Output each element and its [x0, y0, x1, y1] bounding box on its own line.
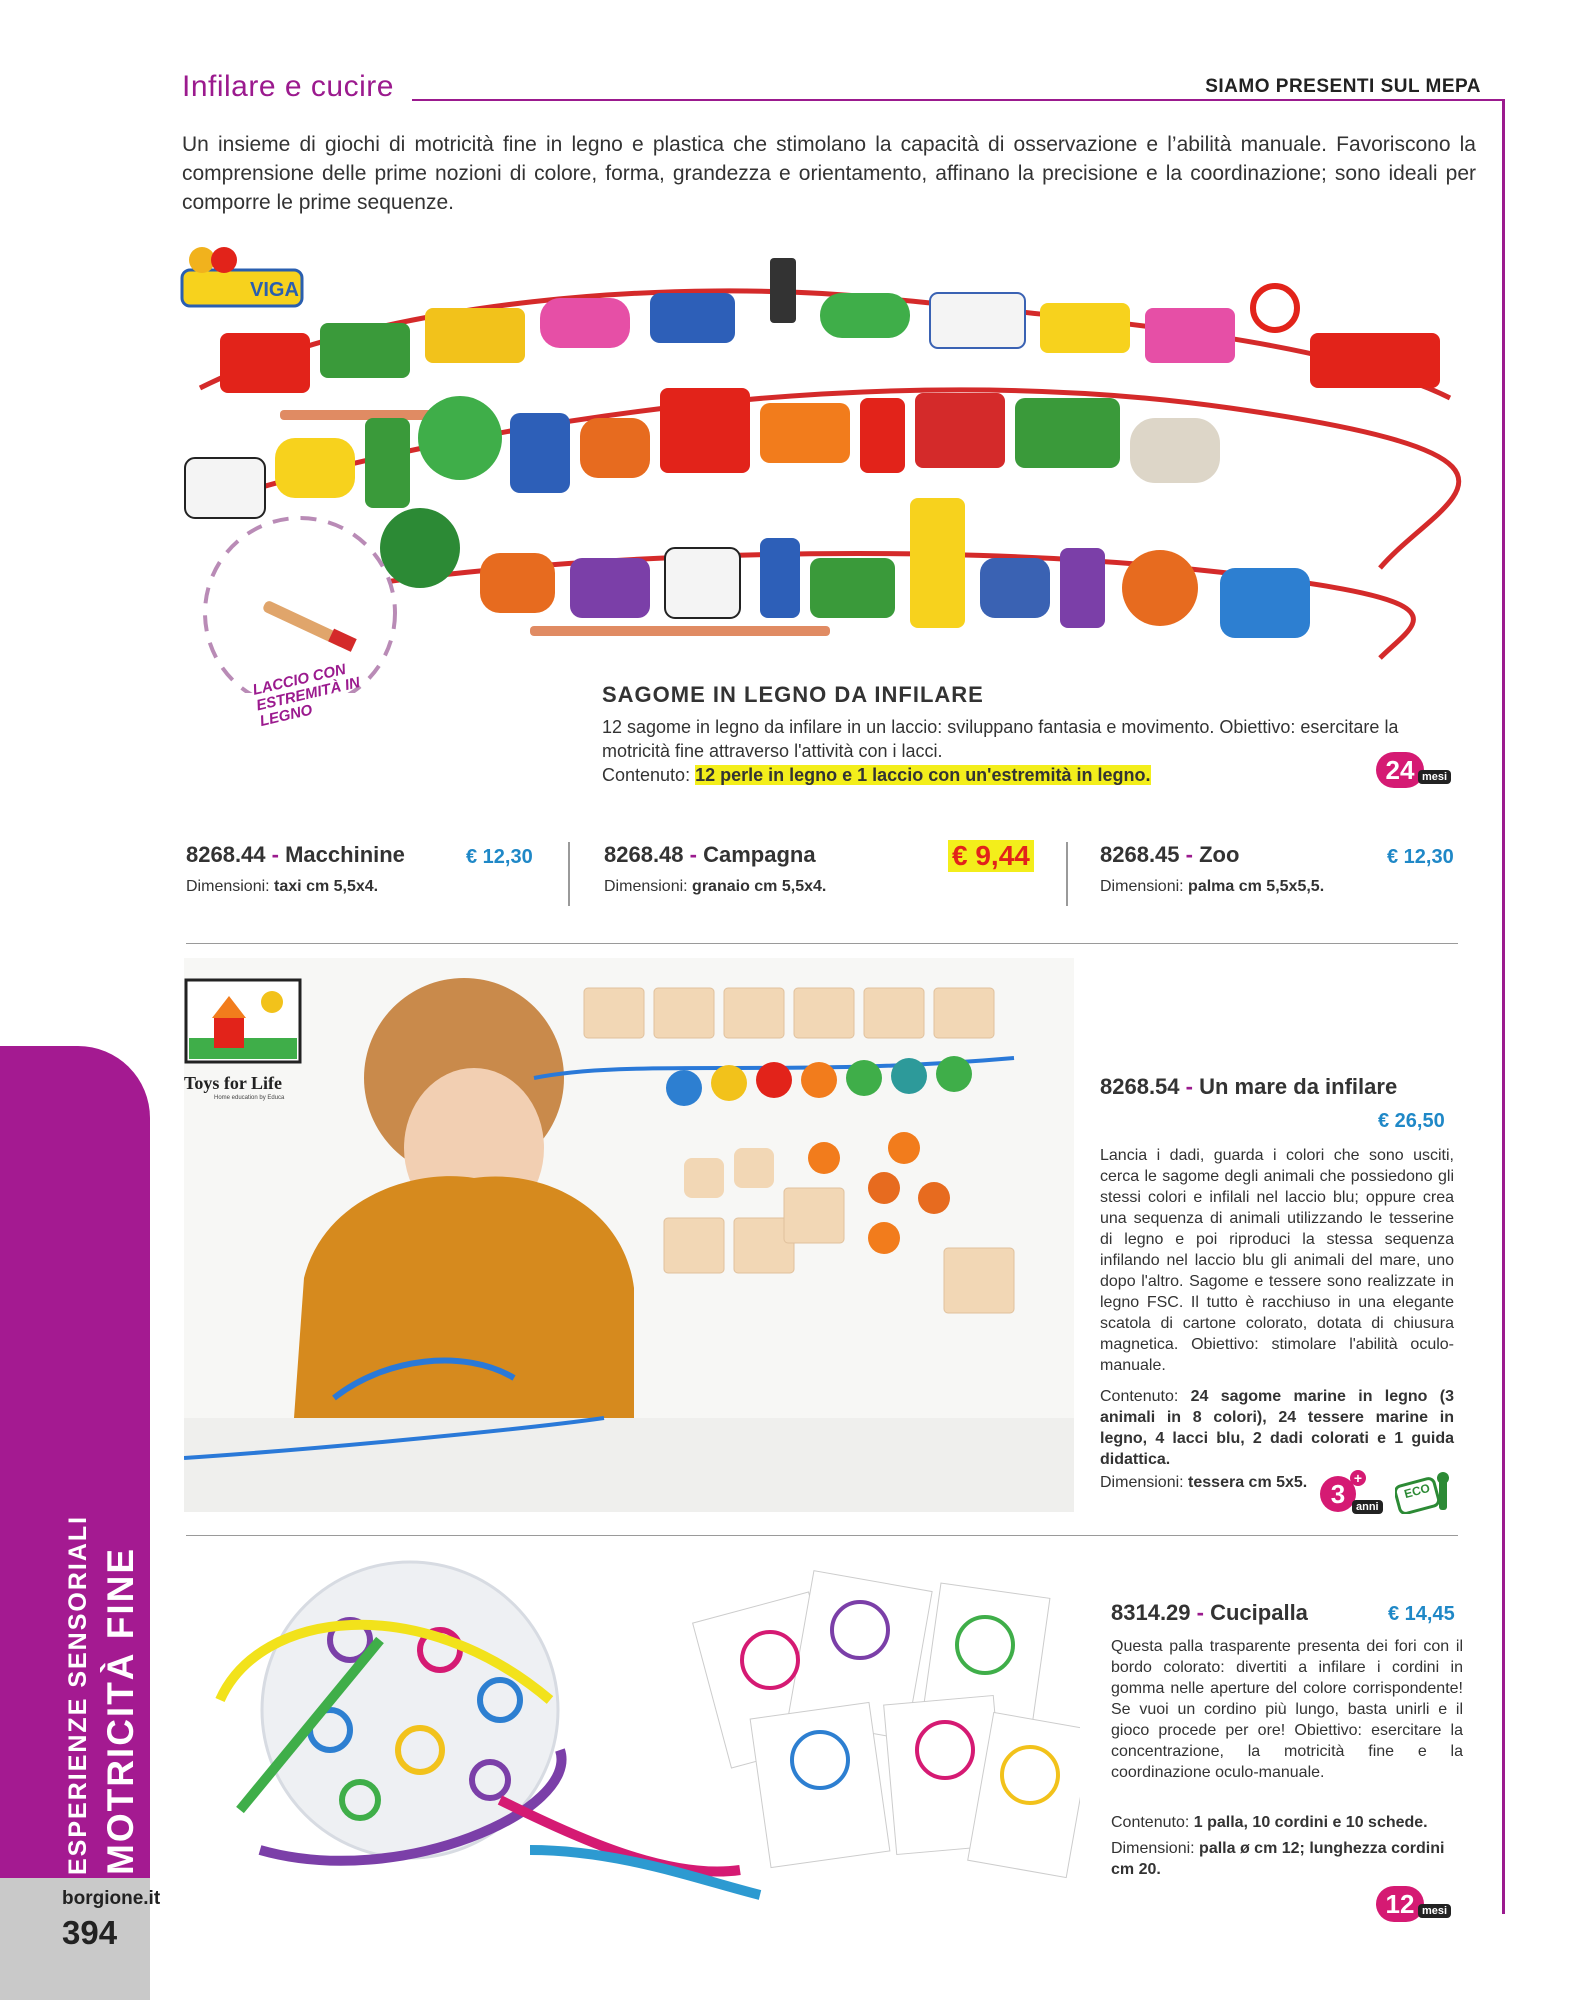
intro-text: Un insieme di giochi di motricità fine in legno e plastica che stimolano la capacità di osservazione e l’abilità manuale. Favoriscono la comprensione delle prime nozioni di colore, forma, grandezza e orientamento, affinano la precisione e la coordinazione; sono ideali per comporre le prime sequenze. [182, 133, 1476, 214]
viga-logo [182, 247, 302, 306]
promo-price: € 9,44 [948, 840, 1034, 872]
product2-price: € 26,50 [1378, 1110, 1445, 1132]
subsection-label: MOTRICITÀ FINE [100, 1546, 141, 1875]
variant-sep: - [271, 842, 279, 867]
age-badge-number: 24 [1385, 755, 1415, 785]
variant-campagna [604, 842, 964, 896]
variant-name: Macchinine [285, 842, 405, 867]
page-title: Infilare e cucire [182, 70, 394, 103]
section-label: ESPERIENZE SENSORIALI [64, 1514, 92, 1875]
product2-dim [1100, 1472, 1340, 1493]
lace-stamp-text: LACCIO CON ESTREMITÀ IN LEGNO [251, 660, 362, 731]
product3-desc: Questa palla trasparente presenta dei fori con il bordo colorato: divertiti a infilare i cordini in gomma nelle aperture del colore corrispondente! Se vuoi un cordino più lungo, basta unirli e il gioco procede per ore! Obiettivo: esercitare la concentrazione, la motricità fine e la coordinazione oculo-manuale. [1111, 1638, 1463, 1781]
variant-code: 8268.48 [604, 842, 684, 867]
variant-price: € 12,30 [466, 846, 533, 868]
age-badge-unit: anni [1352, 1500, 1383, 1514]
product1-content-value: 12 perle in legno e 1 laccio con un'estremità in legno. [695, 765, 1151, 785]
product3-content [1111, 1812, 1463, 1833]
age-badge-24 [1376, 752, 1424, 788]
product3-name: Cucipalla [1210, 1600, 1308, 1625]
variant-dim-value: palma cm 5,5x5,5. [1188, 878, 1325, 895]
product1-content-label: Contenuto: [602, 765, 691, 785]
age-badge-plus: + [1350, 1470, 1366, 1486]
product2-sep: - [1185, 1074, 1193, 1099]
product3-code: 8314.29 [1111, 1600, 1191, 1625]
age-badge-unit: mesi [1418, 770, 1451, 784]
viga-logo-text: VIGA [250, 279, 299, 301]
product3-heading [1111, 1600, 1308, 1626]
variant-code: 8268.44 [186, 842, 266, 867]
variant-sep: - [1185, 842, 1193, 867]
mepa-label: SIAMO PRESENTI SUL MEPA [1205, 76, 1481, 97]
header-rule [412, 99, 1504, 101]
product1-image [180, 238, 1470, 693]
page-number: 394 [62, 1914, 118, 1951]
product3-dim-label: Dimensioni: [1111, 1840, 1195, 1857]
section-divider [186, 943, 1458, 944]
age-badge-number: 3 [1330, 1479, 1346, 1509]
variant-price: € 12,30 [1387, 846, 1454, 868]
divider [1066, 842, 1068, 906]
variant-code: 8268.45 [1100, 842, 1180, 867]
eco-label: ECO [1402, 1480, 1432, 1502]
product2-desc: Lancia i dadi, guarda i colori che sono usciti, cerca le sagome degli animali che possiedono gli stessi colori e infilali nel laccio blu; oppure crea una sequenza di animali utilizzando le tesserine di legno e poi riproduci la stessa sequenza infilando nel laccio blu gli animali del mare, uno dopo l'altro. Sagome e tessere sono realizzate in legno FSC. Il tutto è racchiuso in una elegante scatola di cartone colorato, dotata di chiusura magnetica. Obiettivo: stimolare l'abilità oculo-manuale. [1100, 1147, 1454, 1374]
product1-text: 12 sagome in legno da infilare in un laccio: sviluppano fantasia e movimento. Obiettivo: esercitare la motricità fine attraverso l'attività con i lacci. [602, 717, 1399, 761]
right-rule [1502, 99, 1505, 1914]
product2-image [184, 958, 1074, 1512]
product2-dim-label: Dimensioni: [1100, 1474, 1184, 1491]
product3-image [200, 1550, 1080, 1900]
product2-dim-value: tessera cm 5x5. [1188, 1474, 1308, 1491]
variant-dim-label: Dimensioni: [1100, 878, 1184, 895]
age-badge-12 [1376, 1886, 1424, 1922]
product1-content [602, 763, 1457, 787]
product3-price: € 14,45 [1388, 1603, 1455, 1625]
variant-name: Campagna [703, 842, 816, 867]
age-badge-number: 12 [1385, 1889, 1415, 1919]
product2-content [1100, 1386, 1454, 1470]
product3-sep: - [1196, 1600, 1204, 1625]
toys-for-life-sub: Home education by Educa [214, 1095, 285, 1101]
age-badge-unit: mesi [1418, 1904, 1451, 1918]
product2-heading [1100, 1074, 1397, 1100]
site-url[interactable]: borgione.it [62, 1888, 161, 1909]
toys-for-life-logo [186, 980, 300, 1062]
section-divider [186, 1535, 1458, 1536]
product2-name: Un mare da infilare [1199, 1074, 1398, 1099]
toys-for-life-brand: Toys for Life [184, 1073, 283, 1093]
product1-title: SAGOME IN LEGNO DA INFILARE [602, 682, 984, 707]
product3-content-value: 1 palla, 10 cordini e 10 schede. [1193, 1814, 1428, 1831]
product3-dim [1111, 1838, 1463, 1880]
product2-content-label: Contenuto: [1100, 1388, 1179, 1405]
variant-name: Zoo [1199, 842, 1240, 867]
divider [568, 842, 570, 906]
product2-content-value: 24 sagome marine in legno (3 animali in 8 colori), 24 tessere marine in legno, 4 lacci blu, 2 dadi colorati e 1 guida didattica. [1100, 1388, 1454, 1468]
product3-dim-value: palla ø cm 12; lunghezza cordini cm 20. [1111, 1840, 1445, 1878]
variant-dim-value: granaio cm 5,5x4. [692, 878, 827, 895]
variant-dim-value: taxi cm 5,5x4. [274, 878, 379, 895]
product2-code: 8268.54 [1100, 1074, 1180, 1099]
variant-sep: - [689, 842, 697, 867]
product3-content-label: Contenuto: [1111, 1814, 1190, 1831]
variant-zoo [1100, 842, 1400, 896]
variant-dim-label: Dimensioni: [604, 878, 688, 895]
variant-dim-label: Dimensioni: [186, 878, 270, 895]
